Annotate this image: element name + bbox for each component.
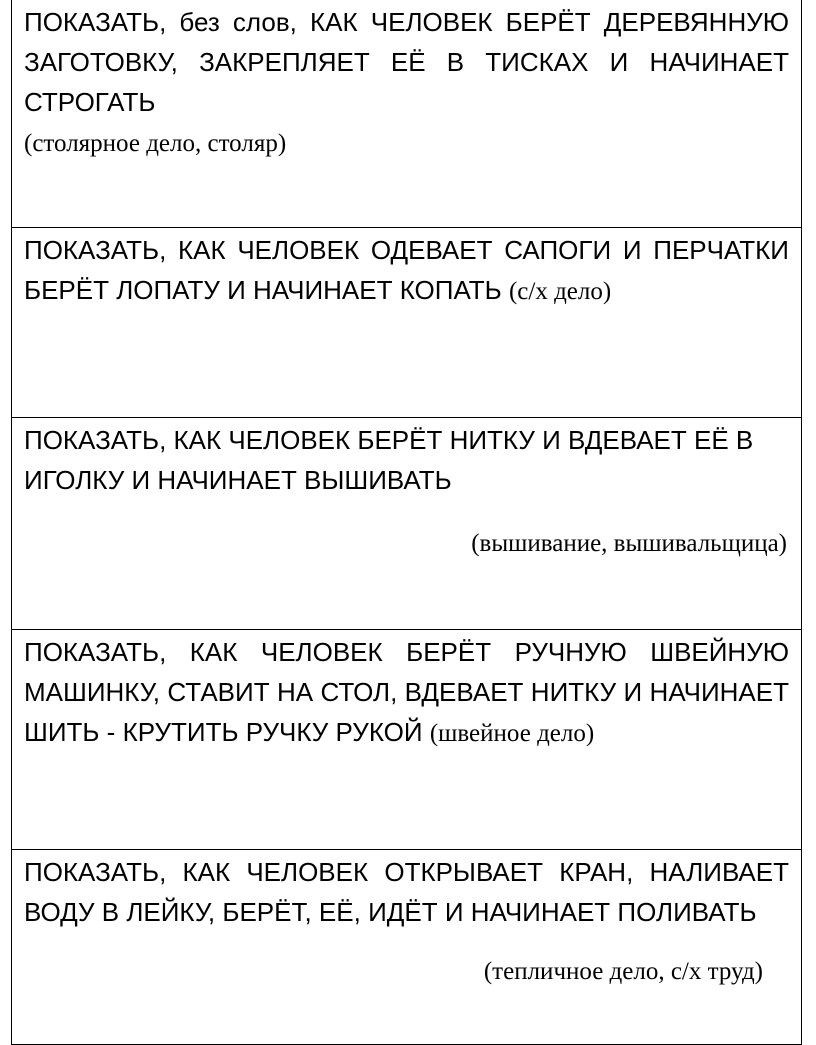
profession-note: (столярное дело, столяр) xyxy=(24,130,287,157)
task-card-embroidery xyxy=(12,418,801,630)
task-card-sewing xyxy=(12,630,801,850)
task-card-text: ПОКАЗАТЬ, без слов, КАК ЧЕЛОВЕК БЕРЁТ ДЕРЕВЯННУЮ ЗАГОТОВКУ, ЗАКРЕПЛЯЕТ ЕЁ В ТИСКАХ И НАЧИНАЕТ СТРОГАТЬ xyxy=(24,7,789,117)
task-card-body: ПОКАЗАТЬ, КАК ЧЕЛОВЕК БЕРЁТ РУЧНУЮ ШВЕЙНУЮ МАШИНКУ, СТАВИТ НА СТОЛ, ВДЕВАЕТ НИТКУ И НАЧИНАЕТ ШИТЬ - КРУТИТЬ РУЧКУ РУКОЙ xyxy=(24,637,789,747)
profession-note: (вышивание, вышивальщица) xyxy=(471,530,787,557)
task-cards-table xyxy=(11,0,802,1045)
task-card-text xyxy=(24,230,789,312)
profession-note: (тепличное дело, с/х труд) xyxy=(483,958,763,985)
task-card-greenhouse xyxy=(12,850,801,1045)
profession-note: (с/х дело) xyxy=(508,278,612,305)
task-card-text: ПОКАЗАТЬ, КАК ЧЕЛОВЕК БЕРЁТ НИТКУ И ВДЕВАЕТ ЕЁ В ИГОЛКУ И НАЧИНАЕТ ВЫШИВАТЬ xyxy=(24,425,754,495)
task-card-carpentry xyxy=(12,0,801,228)
task-card-body: ПОКАЗАТЬ, КАК ЧЕЛОВЕК ОДЕВАЕТ САПОГИ И ПЕРЧАТКИ БЕРЁТ ЛОПАТУ И НАЧИНАЕТ КОПАТЬ xyxy=(24,235,789,305)
task-card-text: ПОКАЗАТЬ, КАК ЧЕЛОВЕК ОТКРЫВАЕТ КРАН, НАЛИВАЕТ ВОДУ В ЛЕЙКУ, БЕРЁТ, ЕЁ, ИДЁТ И НАЧИНАЕТ ПОЛИВАТЬ xyxy=(24,857,789,927)
task-card-note xyxy=(24,122,789,164)
task-card-text xyxy=(24,632,789,754)
profession-note: (швейное дело) xyxy=(429,720,595,747)
task-card-agriculture xyxy=(12,228,801,418)
